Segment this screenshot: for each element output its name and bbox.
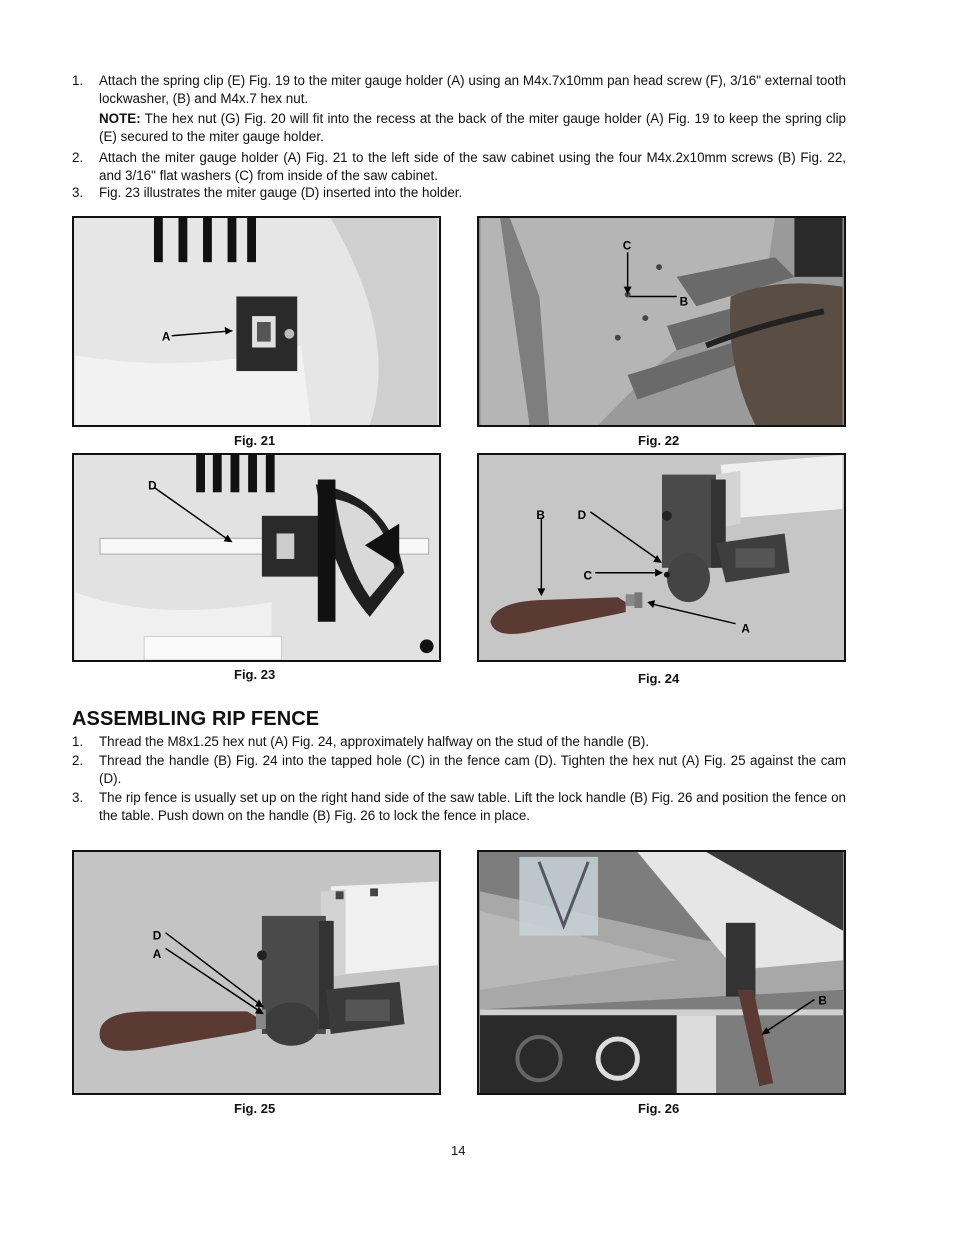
note-paragraph [99,110,846,145]
svg-text:A: A [161,330,171,344]
step-text: Thread the handle (B) Fig. 24 into the tapped hole (C) in the fence cam (D). Tighten the hex nut (A) Fig. 25 against the cam (D). [99,753,846,786]
miter-gauge-inserted-illustration [74,455,439,660]
miter-gauge-holder-illustration [74,218,439,425]
figure-22-caption: Fig. 22 [638,433,680,448]
step-number: 3. [72,185,84,200]
figure-25-caption: Fig. 25 [234,1101,276,1116]
svg-text:A: A [152,947,162,962]
step-number: 3. [72,790,84,805]
step-text: Thread the M8x1.25 hex nut (A) Fig. 24, approximately halfway on the stud of the handle (B). [99,734,650,749]
note-text: The hex nut (G) Fig. 20 will fit into the recess at the back of the miter gauge holder (A) Fig. 19 to keep the spring clip (E) secured to the miter gauge holder. [99,111,846,144]
figure-22-image [477,216,846,427]
step-text: Attach the miter gauge holder (A) Fig. 21 to the left side of the saw cabinet using the four M4x.2x10mm screws (B) Fig. 22, and 3/16" flat washers (C) from inside of the saw cabinet. [99,150,846,183]
svg-text:B: B [679,295,689,309]
svg-text:A: A [741,622,750,636]
figure-21-caption: Fig. 21 [234,433,276,448]
figure-21-image [72,216,441,427]
step-text: The rip fence is usually set up on the right hand side of the saw table. Lift the lock handle (B) Fig. 26 and position the fence on the table. Push down on the handle (B) Fig. 26 to lock the fence in place. [99,790,846,823]
svg-text:C: C [622,239,632,253]
step-number: 2. [72,753,84,768]
svg-text:C: C [583,569,593,583]
step-text: Attach the spring clip (E) Fig. 19 to the miter gauge holder (A) using an M4x.7x10mm pan head screw (F), 3/16" external tooth lockwasher, (B) and M4x.7 hex nut. [99,73,846,106]
svg-text:D: D [148,479,157,493]
page-number: 14 [451,1143,466,1158]
svg-text:D: D [152,928,162,943]
svg-text:D: D [577,508,587,522]
figure-23-caption: Fig. 23 [234,667,276,682]
step-number: 1. [72,734,84,749]
fence-on-table-illustration [479,852,844,1093]
figure-25-image [72,850,441,1095]
figure-24-caption: Fig. 24 [638,671,680,686]
section-title: ASSEMBLING RIP FENCE [72,708,320,730]
svg-text:B: B [536,508,545,522]
note-label: NOTE: [99,111,141,126]
step-number: 1. [72,73,84,88]
figure-26-image [477,850,846,1095]
cabinet-screws-illustration [479,218,844,425]
handle-cam-assembled-illustration [74,852,439,1093]
step-text: Fig. 23 illustrates the miter gauge (D) inserted into the holder. [99,185,463,200]
fence-handle-parts-illustration [479,455,844,660]
figure-23-image [72,453,441,662]
svg-text:B: B [818,993,827,1008]
figure-26-caption: Fig. 26 [638,1101,680,1116]
step-number: 2. [72,150,84,165]
figure-24-image [477,453,846,662]
